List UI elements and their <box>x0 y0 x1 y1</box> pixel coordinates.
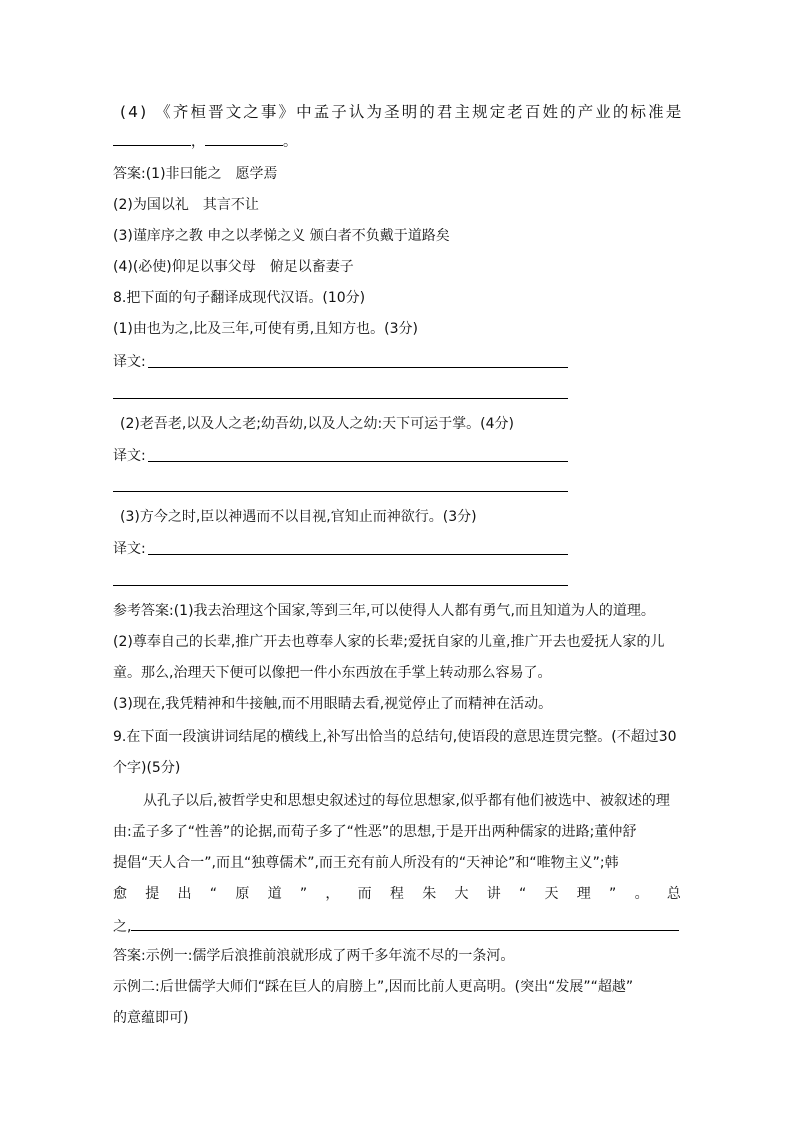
passage-char: 出 <box>177 886 192 902</box>
answer-line[interactable] <box>113 398 568 399</box>
q9-passage-line2: 由:孟子多了“性善”的论据,而荀子多了“性恶”的思想,于是开出两种儒家的进路;董仲舒 <box>113 824 637 840</box>
answer7-line1: 答案:(1)非曰能之 愿学焉 <box>113 166 278 182</box>
q9-passage-line3: 提倡“天人合一”,而且“独尊儒术”,而王充有前人所没有的“天神论”和“唯物主义”;韩 <box>113 855 619 871</box>
passage-char: 讲 <box>486 886 501 902</box>
q8-sentence3: (3)方今之时,臣以神遇而不以目视,官知止而神欲行。(3分) <box>120 509 477 525</box>
passage-char: 原 <box>235 886 250 902</box>
ref8-line1: 参考答案:(1)我去治理这个国家,等到三年,可以使得人人都有勇气,而且知道为人的道理。 <box>113 603 655 619</box>
q8-answer-label-1: 译文: <box>113 354 146 370</box>
conclusion-blank[interactable] <box>131 915 679 931</box>
q9-line2: 个字)(5分) <box>113 760 181 776</box>
passage-char: ” <box>299 886 308 902</box>
q7-item4-line1 <box>120 102 683 122</box>
ref8-line3: 童。那么,治理天下便可以像把一件小东西放在手掌上转动那么容易了。 <box>113 665 552 681</box>
q8-sentence1: (1)由也为之,比及三年,可使有勇,且知方也。(3分) <box>113 321 419 337</box>
passage-char: 道 <box>267 886 282 902</box>
answer-line[interactable] <box>148 367 568 368</box>
ref8-line2: (2)尊奉自己的长辈,推广开去也尊奉人家的长辈;爱抚自家的儿童,推广开去也爱抚人家的儿 <box>113 634 665 650</box>
answer9-line2: 示例二:后世儒学大师们“踩在巨人的肩膀上”,因而比前人更高明。(突出“发展”“超越” <box>113 979 634 995</box>
q7-item4-prefix: (4) <box>120 103 149 121</box>
q9-passage-line4 <box>113 884 681 904</box>
passage-char: 天 <box>544 886 559 902</box>
q9-passage-line5 <box>113 915 679 937</box>
passage-char: “ <box>209 886 218 902</box>
answer7-line2: (2)为国以礼 其言不让 <box>113 197 259 213</box>
passage-char: 程 <box>389 886 404 902</box>
answer7-line3: (3)谨庠序之教 申之以孝悌之义 颁白者不负戴于道路矣 <box>113 228 450 244</box>
separator: ， <box>191 134 205 150</box>
passage-char: ， <box>325 886 340 902</box>
q9-passage-line1: 从孔子以后,被哲学史和思想史叙述过的每位思想家,似乎都有他们被选中、被叙述的理 <box>143 793 670 809</box>
answer9-line3: 的意蕴即可) <box>113 1010 189 1026</box>
passage-char: “ <box>518 886 527 902</box>
q8-sentence2: (2)老吾老,以及人之老;幼吾幼,以及人之幼:天下可运于掌。(4分) <box>120 416 514 432</box>
q7-item4-text: 《齐桓晋文之事》中孟子认为圣明的君主规定老百姓的产业的标准是 <box>155 103 684 121</box>
q8-answer-label-3: 译文: <box>113 541 146 557</box>
answer-line[interactable] <box>148 461 568 462</box>
answer9-line1: 答案:示例一:儒学后浪推前浪就形成了两千多年流不尽的一条河。 <box>113 948 515 964</box>
period: 。 <box>283 134 297 150</box>
justified-passage-line <box>113 884 681 904</box>
answer-line[interactable] <box>113 585 568 586</box>
fill-blank-2[interactable] <box>205 130 283 146</box>
q9-line1: 9.在下面一段演讲词结尾的横线上,补写出恰当的总结句,使语段的意思连贯完整。(不超过30 <box>113 729 677 745</box>
passage-char: ” <box>609 886 617 902</box>
passage-char: 而 <box>357 886 372 902</box>
passage-char: 朱 <box>422 886 437 902</box>
passage-char: 提 <box>145 886 160 902</box>
passage-char: 总 <box>666 886 681 902</box>
passage-char: 大 <box>454 886 469 902</box>
answer-line[interactable] <box>148 554 568 555</box>
q7-item4-line2 <box>113 130 297 152</box>
q8-answer-label-2: 译文: <box>113 448 146 464</box>
ref8-line4: (3)现在,我凭精神和牛接触,而不用眼睛去看,视觉停止了而精神在活动。 <box>113 696 553 712</box>
answer-line[interactable] <box>113 491 568 492</box>
passage-char: 理 <box>576 886 591 902</box>
conclusion-prefix: 之, <box>113 919 132 935</box>
q8-title: 8.把下面的句子翻译成现代汉语。(10分) <box>113 290 366 306</box>
fill-blank-1[interactable] <box>113 130 191 146</box>
passage-char: 愈 <box>113 886 127 902</box>
answer7-line4: (4)(必使)仰足以事父母 俯足以畜妻子 <box>113 259 354 275</box>
passage-char: 。 <box>634 886 649 902</box>
